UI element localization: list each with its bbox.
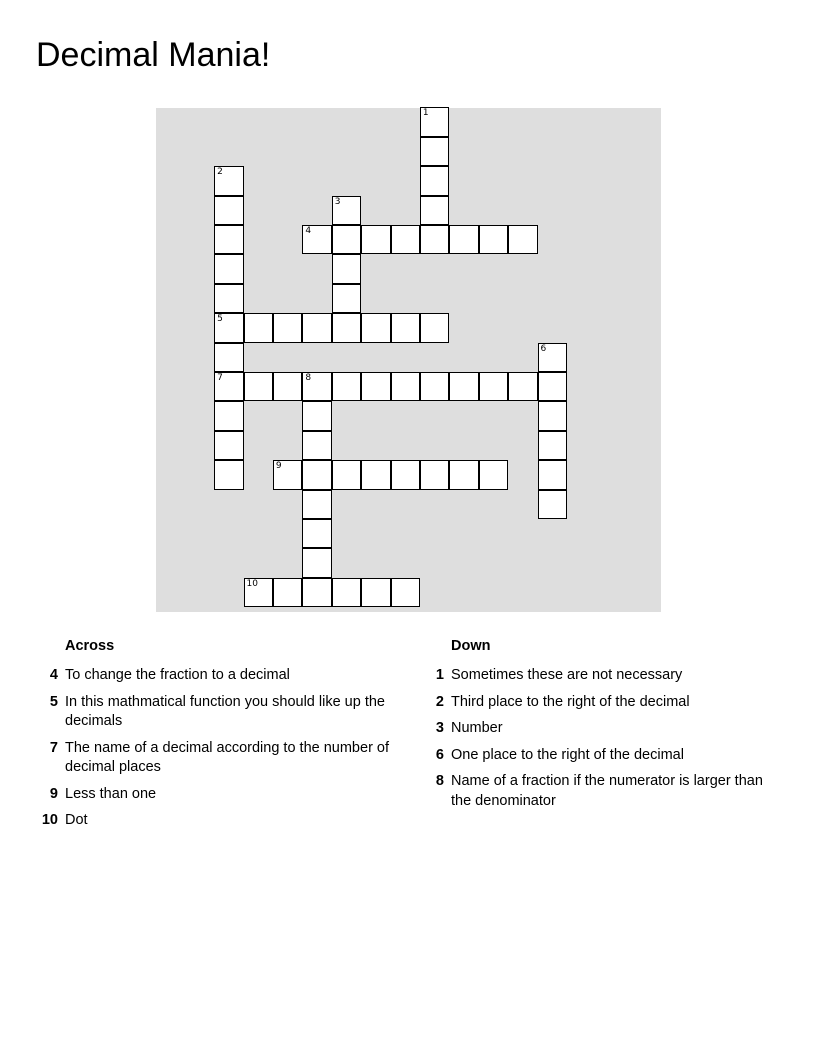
grid-cell[interactable]	[420, 166, 449, 195]
clue-text: Less than one	[65, 785, 157, 802]
grid-cell[interactable]	[302, 519, 331, 548]
grid-cell[interactable]	[244, 313, 273, 342]
clue-text: Third place to the right of the decimal	[451, 693, 690, 710]
clue-number: 6	[435, 746, 444, 763]
clue-item	[36, 693, 396, 732]
across-clues	[36, 634, 396, 838]
clue-item	[422, 719, 782, 739]
clue-number-label: 4	[305, 225, 312, 236]
clue-number-label: 10	[246, 578, 258, 589]
grid-cell[interactable]	[332, 578, 361, 607]
grid-cell[interactable]	[273, 313, 302, 342]
grid-cell[interactable]	[479, 225, 508, 254]
across-heading: Across	[65, 638, 115, 654]
clue-number: 10	[41, 812, 58, 828]
down-clues	[422, 634, 782, 818]
grid-cell[interactable]	[361, 313, 390, 342]
grid-cell[interactable]	[214, 460, 243, 489]
grid-cell[interactable]	[332, 196, 361, 225]
grid-cell[interactable]	[302, 372, 331, 401]
grid-cell[interactable]	[420, 137, 449, 166]
clue-text: Number	[451, 720, 503, 736]
grid-cell[interactable]	[508, 372, 537, 401]
clue-number-label: 3	[334, 196, 341, 207]
grid-cell[interactable]	[332, 284, 361, 313]
clue-number-label: 1	[422, 108, 429, 119]
grid-cell[interactable]	[302, 578, 331, 607]
clue-number-label: 9	[275, 461, 282, 472]
grid-cell[interactable]	[302, 460, 331, 489]
clue-number-label: 7	[217, 372, 223, 383]
grid-cell[interactable]	[361, 460, 390, 489]
clue-number: 2	[435, 693, 444, 710]
crossword-grid	[156, 108, 661, 612]
grid-cell[interactable]	[449, 460, 478, 489]
grid-cell[interactable]	[273, 578, 302, 607]
grid-cell[interactable]	[449, 372, 478, 401]
grid-cell[interactable]	[420, 460, 449, 489]
grid-cell[interactable]	[391, 578, 420, 607]
clue-text: Sometimes these are not necessary	[451, 667, 683, 683]
grid-cell[interactable]	[361, 372, 390, 401]
clue-number-label: 6	[540, 343, 547, 354]
clue-item	[36, 785, 396, 805]
clue-number: 7	[49, 739, 58, 756]
grid-cell[interactable]	[214, 196, 243, 225]
grid-cell[interactable]	[214, 372, 243, 401]
clue-number: 8	[435, 773, 444, 789]
grid-cell[interactable]	[332, 254, 361, 283]
grid-cell[interactable]	[244, 372, 273, 401]
grid-cell[interactable]	[479, 372, 508, 401]
clue-number: 1	[435, 667, 444, 683]
grid-cell[interactable]	[420, 313, 449, 342]
grid-cell[interactable]	[420, 225, 449, 254]
grid-cell[interactable]	[420, 372, 449, 401]
grid-cell[interactable]	[391, 460, 420, 489]
grid-cell[interactable]	[538, 401, 567, 430]
clue-number: 5	[49, 693, 58, 710]
grid-cell[interactable]	[391, 313, 420, 342]
grid-cell[interactable]	[332, 225, 361, 254]
grid-cell[interactable]	[214, 313, 243, 342]
clue-item	[36, 666, 396, 686]
grid-cell[interactable]	[214, 225, 243, 254]
grid-cell[interactable]	[538, 460, 567, 489]
grid-cell[interactable]	[273, 372, 302, 401]
clue-number-label: 5	[217, 314, 223, 325]
grid-cell[interactable]	[332, 460, 361, 489]
clue-number: 9	[49, 785, 58, 802]
clue-item	[422, 746, 782, 766]
clue-number-label: 8	[305, 372, 312, 383]
grid-cell[interactable]	[361, 578, 390, 607]
clue-text: Dot	[65, 812, 88, 828]
clue-text: The name of a decimal according to the number of decimal places	[65, 739, 390, 775]
grid-cell[interactable]	[273, 460, 302, 489]
grid-cell[interactable]	[214, 284, 243, 313]
grid-cell[interactable]	[538, 372, 567, 401]
clue-item	[36, 811, 396, 831]
grid-cell[interactable]	[538, 490, 567, 519]
grid-cell[interactable]	[420, 107, 449, 136]
grid-cell[interactable]	[361, 225, 390, 254]
clue-text: Name of a fraction if the numerator is larger than the denominator	[451, 773, 763, 809]
grid-cell[interactable]	[244, 578, 273, 607]
grid-cell[interactable]	[214, 401, 243, 430]
grid-cell[interactable]	[214, 431, 243, 460]
clue-text: In this mathmatical function you should like up the decimals	[65, 693, 385, 729]
grid-cell[interactable]	[302, 225, 331, 254]
grid-cell[interactable]	[302, 401, 331, 430]
grid-cell[interactable]	[508, 225, 537, 254]
grid-cell[interactable]	[214, 254, 243, 283]
grid-cell[interactable]	[449, 225, 478, 254]
clue-item	[36, 739, 396, 778]
clue-item	[422, 666, 782, 686]
clue-text: To change the fraction to a decimal	[65, 667, 290, 683]
grid-cell[interactable]	[332, 372, 361, 401]
down-heading: Down	[451, 638, 491, 654]
clue-number-label: 2	[217, 167, 223, 178]
grid-cell[interactable]	[214, 343, 243, 372]
page-title: Decimal Mania!	[36, 36, 271, 74]
grid-cell[interactable]	[302, 313, 331, 342]
grid-cell[interactable]	[538, 431, 567, 460]
clue-number: 3	[435, 720, 444, 736]
grid-cell[interactable]	[332, 313, 361, 342]
grid-cell[interactable]	[302, 548, 331, 577]
clue-item	[422, 693, 782, 713]
grid-cell[interactable]	[391, 372, 420, 401]
grid-cell[interactable]	[479, 460, 508, 489]
grid-cell[interactable]	[302, 490, 331, 519]
grid-cell[interactable]	[214, 166, 243, 195]
grid-cell[interactable]	[302, 431, 331, 460]
grid-cell[interactable]	[538, 343, 567, 372]
clue-item	[422, 772, 782, 811]
clue-text: One place to the right of the decimal	[451, 746, 684, 763]
clue-number: 4	[49, 667, 58, 683]
grid-cell[interactable]	[420, 196, 449, 225]
grid-cell[interactable]	[391, 225, 420, 254]
